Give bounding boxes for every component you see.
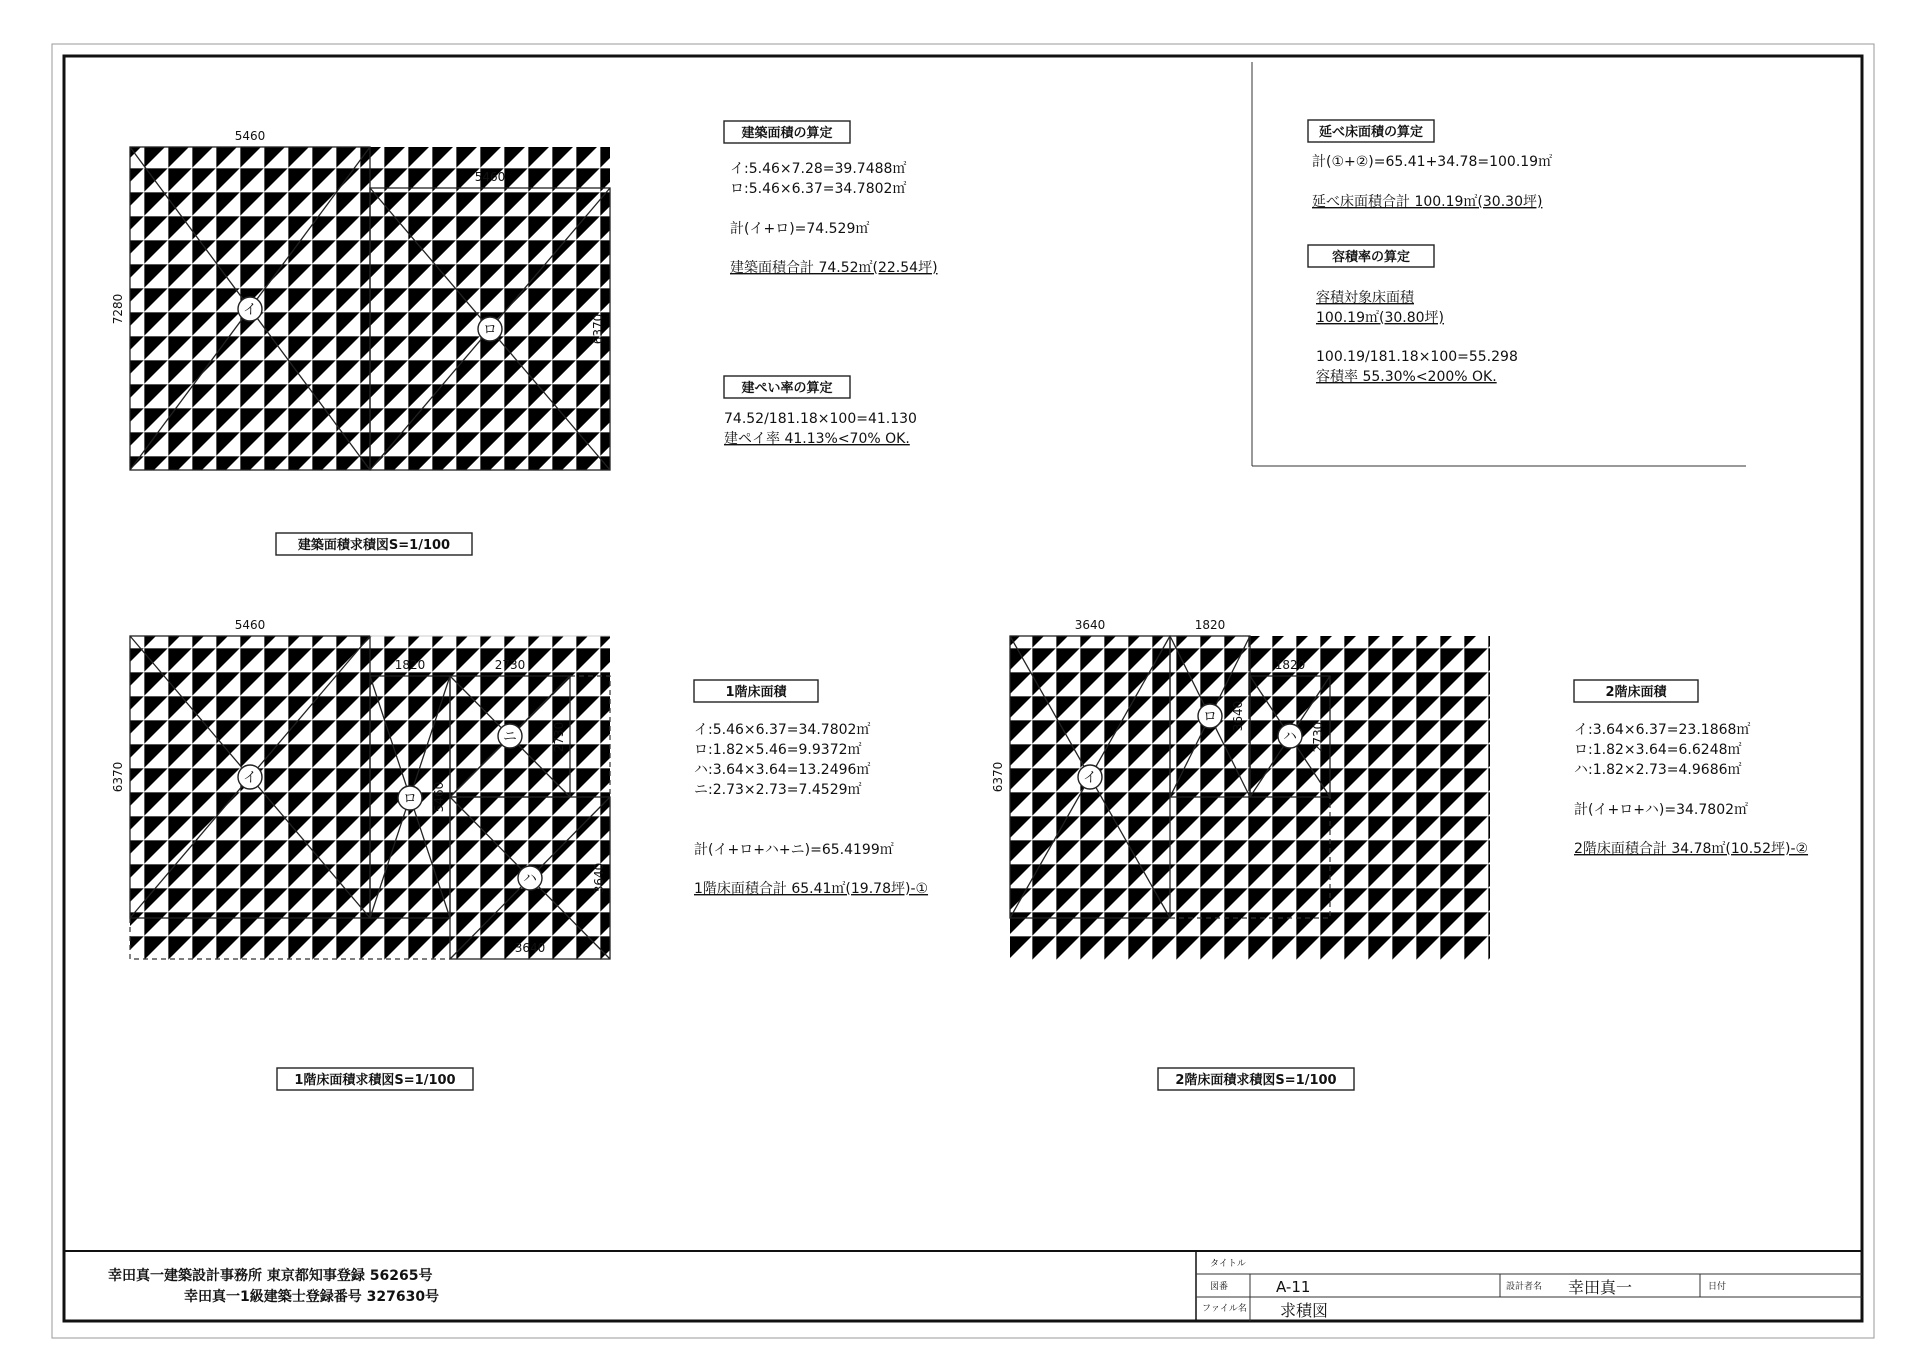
floor2-dim-ro-h: 3640 bbox=[1231, 700, 1245, 732]
floor2-heading: 2階床面積 bbox=[1605, 685, 1667, 700]
dim-top-i: 5460 bbox=[234, 129, 266, 143]
far-target-label: 容積対象床面積 bbox=[1316, 290, 1414, 306]
floor2-sum: 計(イ+ロ+ハ)=34.7802㎡ bbox=[1574, 802, 1749, 818]
floor2-dim-left: 6370 bbox=[991, 761, 1005, 793]
total-floor-heading: 延べ床面積の算定 bbox=[1318, 125, 1424, 140]
floor1-dim-ni-w: 2730 bbox=[494, 658, 526, 672]
far-line: 100.19/181.18×100=55.298 bbox=[1316, 349, 1518, 365]
site-plan-caption: 建築面積求積図S=1/100 bbox=[297, 538, 451, 553]
floor1-label-ha: ハ bbox=[523, 871, 537, 887]
floor2-dim-top-i: 3640 bbox=[1074, 618, 1106, 632]
total-floor-calc bbox=[1252, 62, 1746, 466]
floor2-plan bbox=[991, 618, 1490, 1090]
total-floor-total: 延べ床面積合計 100.19㎡(30.30坪) bbox=[1312, 194, 1543, 210]
label-ro: ロ bbox=[483, 322, 497, 338]
floor2-label-ha: ハ bbox=[1283, 729, 1297, 745]
drawing-no: A-11 bbox=[1276, 1278, 1311, 1296]
floor2-line-3: ハ:1.82×2.73=4.9686㎡ bbox=[1574, 762, 1742, 778]
total-floor-line: 計(①+②)=65.41+34.78=100.19㎡ bbox=[1312, 154, 1553, 170]
floor2-calc bbox=[1574, 680, 1808, 857]
floor1-dim-ha-h: 3640 bbox=[592, 862, 606, 894]
floor2-total: 2階床面積合計 34.78㎡(10.52坪)-② bbox=[1574, 841, 1809, 857]
floor1-dim-top-i: 5460 bbox=[234, 618, 266, 632]
building-area-line-3: 計(イ+ロ)=74.529㎡ bbox=[730, 221, 870, 237]
file-name: 求積図 bbox=[1280, 1301, 1329, 1320]
title-label: タイトル bbox=[1210, 1259, 1246, 1269]
coverage-line: 74.52/181.18×100=41.130 bbox=[724, 411, 917, 427]
floor1-dim-ni-h: 2730 bbox=[552, 721, 566, 753]
dim-left: 7280 bbox=[111, 293, 125, 325]
floor1-plan bbox=[111, 618, 610, 1090]
floor1-dim-ro-w: 1820 bbox=[394, 658, 426, 672]
building-area-calc bbox=[724, 121, 938, 447]
floor1-label-ni: ニ bbox=[503, 729, 517, 745]
building-area-line-2: ロ:5.46×6.37=34.7802㎡ bbox=[730, 181, 907, 197]
office-line-2: 幸田真一1級建築士登録番号 327630号 bbox=[184, 1289, 440, 1305]
floor1-dim-left: 6370 bbox=[111, 761, 125, 793]
coverage-result: 建ペイ率 41.13%<70% OK. bbox=[724, 431, 910, 447]
floor2-label-i: イ bbox=[1083, 770, 1097, 786]
floor1-line-3: ハ:3.64×3.64=13.2496㎡ bbox=[694, 762, 871, 778]
file-label: ファイル名 bbox=[1202, 1304, 1247, 1314]
building-area-line-1: イ:5.46×7.28=39.7488㎡ bbox=[730, 161, 907, 177]
office-line-1: 幸田真一建築設計事務所 東京都知事登録 56265号 bbox=[108, 1268, 433, 1284]
floor1-heading: 1階床面積 bbox=[725, 685, 787, 700]
site-plan bbox=[111, 129, 610, 555]
title-block bbox=[64, 1251, 1862, 1321]
far-result: 容積率 55.30%<200% OK. bbox=[1316, 369, 1497, 385]
floor1-label-ro: ロ bbox=[403, 791, 417, 807]
floor1-line-2: ロ:1.82×5.46=9.9372㎡ bbox=[694, 742, 862, 758]
floor2-dim-ha-w: 1820 bbox=[1274, 658, 1306, 672]
far-heading: 容積率の算定 bbox=[1331, 250, 1411, 265]
designer-label: 設計者名 bbox=[1506, 1282, 1543, 1292]
floor1-label-i: イ bbox=[243, 770, 257, 786]
drawing-no-label: 図番 bbox=[1210, 1282, 1229, 1292]
floor1-line-1: イ:5.46×6.37=34.7802㎡ bbox=[694, 722, 871, 738]
floor1-calc bbox=[694, 680, 928, 897]
building-area-total: 建築面積合計 74.52㎡(22.54坪) bbox=[730, 260, 938, 276]
designer-name: 幸田真一 bbox=[1568, 1278, 1633, 1297]
floor2-line-1: イ:3.64×6.37=23.1868㎡ bbox=[1574, 722, 1751, 738]
floor1-sum: 計(イ+ロ+ハ+ニ)=65.4199㎡ bbox=[694, 842, 894, 858]
floor2-label-ro: ロ bbox=[1203, 709, 1217, 725]
floor1-caption: 1階床面積求積図S=1/100 bbox=[294, 1073, 456, 1088]
floor2-dim-ha-h: 2730 bbox=[1311, 721, 1325, 753]
building-area-heading: 建築面積の算定 bbox=[741, 126, 833, 141]
floor1-dim-ro-h: 5460 bbox=[432, 781, 446, 813]
floor1-dim-ha-w: 3640 bbox=[514, 941, 546, 955]
coverage-heading: 建ぺい率の算定 bbox=[741, 381, 833, 396]
floor2-dim-top-ro: 1820 bbox=[1194, 618, 1226, 632]
far-target-value: 100.19㎡(30.80坪) bbox=[1316, 310, 1444, 326]
floor1-total: 1階床面積合計 65.41㎡(19.78坪)-① bbox=[694, 881, 929, 897]
dim-right: 6370 bbox=[591, 313, 605, 345]
label-i: イ bbox=[243, 302, 257, 318]
dim-top-ro: 5460 bbox=[474, 170, 506, 184]
date-label: 日付 bbox=[1708, 1282, 1727, 1292]
floor2-caption: 2階床面積求積図S=1/100 bbox=[1175, 1073, 1337, 1088]
floor1-line-4: ニ:2.73×2.73=7.4529㎡ bbox=[694, 782, 862, 798]
floor2-line-2: ロ:1.82×3.64=6.6248㎡ bbox=[1574, 742, 1742, 758]
